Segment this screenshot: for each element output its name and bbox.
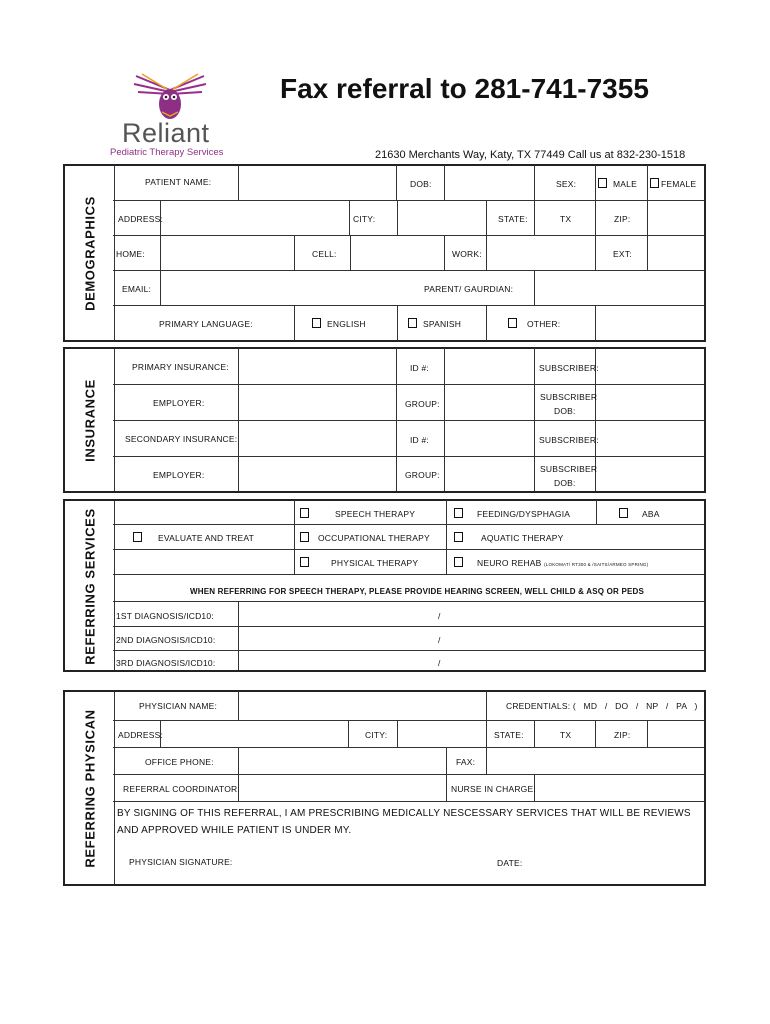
other-checkbox-icon[interactable]	[508, 318, 517, 328]
insurance-title: INSURANCE	[82, 379, 98, 462]
physician-name-label: PHYSICIAN NAME:	[139, 701, 218, 711]
page-title: Fax referral to 281-741-7355	[280, 73, 649, 104]
spanish-label: SPANISH	[423, 319, 462, 329]
subscriber-dob-label-2: DOB:	[554, 406, 576, 416]
speech-checkbox-icon[interactable]	[300, 508, 309, 518]
insurance-sidebar	[65, 349, 115, 491]
subscriber-dob-label-1: SUBSCRIBER	[540, 392, 598, 402]
brand-tagline: Pediatric Therapy Services	[110, 147, 224, 158]
male-label: MALE	[613, 179, 637, 189]
phys-zip-label: ZIP:	[614, 730, 631, 740]
address-label: ADDRESS:	[118, 214, 164, 224]
dob-field[interactable]	[445, 166, 533, 199]
id2-label: ID #:	[410, 435, 429, 445]
employer-label: EMPLOYER:	[153, 398, 205, 408]
parent-field[interactable]	[535, 271, 704, 304]
physician-sidebar	[65, 692, 115, 884]
dx3-label: 3RD DIAGNOSIS/ICD10:	[116, 658, 216, 668]
employer-field[interactable]	[239, 385, 395, 419]
work-label: WORK:	[452, 249, 482, 259]
parent-label: PARENT/ GAURDIAN:	[424, 284, 514, 294]
subscriber-dob-field[interactable]	[596, 385, 704, 419]
logo	[108, 70, 238, 162]
fax-field[interactable]	[487, 748, 704, 773]
secondary-insurance-field[interactable]	[239, 421, 395, 455]
home-label: HOME:	[116, 249, 145, 259]
other-option[interactable]	[508, 318, 560, 329]
english-checkbox-icon[interactable]	[312, 318, 321, 328]
male-option[interactable]	[598, 178, 637, 189]
brand-name: Reliant	[122, 118, 210, 148]
cell-label: CELL:	[312, 249, 337, 259]
state-label: STATE:	[498, 214, 528, 224]
id-field[interactable]	[445, 349, 533, 383]
services-title: REFERRING SERVICES	[82, 508, 98, 665]
physical-option[interactable]	[300, 557, 418, 568]
fax-label: FAX:	[456, 757, 476, 767]
phys-address-field[interactable]	[161, 721, 347, 746]
dx1-field[interactable]	[239, 602, 704, 625]
primary-language-label: PRIMARY LANGUAGE:	[159, 319, 253, 329]
work-field[interactable]	[487, 236, 594, 269]
employer2-label: EMPLOYER:	[153, 470, 205, 480]
phys-city-label: CITY:	[365, 730, 388, 740]
zip-label: ZIP:	[614, 214, 631, 224]
neuro-checkbox-icon[interactable]	[454, 557, 463, 567]
statement-line-1: BY SIGNING OF THIS REFERRAL, I AM PRESCRIBING MEDICALLY NESCESSARY SERVICES THAT WILL BE REVIEWS	[117, 808, 691, 819]
dx2-field[interactable]	[239, 627, 704, 649]
speech-label: SPEECH THERAPY	[335, 509, 416, 519]
dx1-label: 1ST DIAGNOSIS/ICD10:	[116, 611, 214, 621]
neuro-label: NEURO REHAB	[477, 558, 542, 568]
coordinator-field[interactable]	[239, 775, 445, 800]
occupational-checkbox-icon[interactable]	[300, 532, 309, 542]
subscriber2-dob-label-1: SUBSCRIBER	[540, 464, 598, 474]
statement-line-2: AND APPROVED WHILE PATIENT IS UNDER MY.	[117, 825, 352, 836]
address-field[interactable]	[161, 201, 348, 234]
demographics-sidebar	[65, 166, 115, 340]
subscriber2-dob-field[interactable]	[596, 457, 704, 491]
email-label: EMAIL:	[122, 284, 152, 294]
office-phone-label: OFFICE PHONE:	[145, 757, 214, 767]
credentials-label: CREDENTIALS: ( MD / DO / NP / PA )	[506, 701, 698, 711]
dx2-label: 2ND DIAGNOSIS/ICD10:	[116, 635, 216, 645]
office-phone-field[interactable]	[239, 748, 445, 773]
other-language-field[interactable]	[596, 306, 704, 339]
aquatic-checkbox-icon[interactable]	[454, 532, 463, 542]
group-field[interactable]	[445, 385, 533, 419]
feeding-checkbox-icon[interactable]	[454, 508, 463, 518]
feeding-label: FEEDING/DYSPHAGIA	[477, 509, 571, 519]
female-option[interactable]	[650, 178, 696, 189]
physician-name-field[interactable]	[239, 692, 485, 719]
feeding-option[interactable]	[454, 508, 570, 519]
physician-title: REFERRING PHYSICAN	[82, 709, 98, 868]
ext-label: EXT:	[613, 249, 632, 259]
subscriber-field[interactable]	[596, 349, 704, 383]
spanish-checkbox-icon[interactable]	[408, 318, 417, 328]
aba-checkbox-icon[interactable]	[619, 508, 628, 518]
subscriber2-field[interactable]	[596, 421, 704, 455]
dx1-slash: /	[438, 611, 441, 621]
aquatic-label: AQUATIC THERAPY	[481, 533, 564, 543]
ext-field[interactable]	[648, 236, 704, 269]
sex-label: SEX:	[556, 179, 577, 189]
email-field[interactable]	[161, 271, 421, 304]
physical-label: PHYSICAL THERAPY	[331, 558, 419, 568]
dx2-slash: /	[438, 635, 441, 645]
id-label: ID #:	[410, 363, 429, 373]
male-checkbox-icon[interactable]	[598, 178, 607, 188]
state-value: TX	[560, 214, 572, 224]
aquatic-option[interactable]	[454, 532, 564, 543]
zip-field[interactable]	[648, 201, 704, 234]
speech-option[interactable]	[300, 508, 415, 519]
nurse-label: NURSE IN CHARGE:	[451, 784, 536, 794]
date-field[interactable]	[530, 845, 700, 875]
aba-label: ABA	[642, 509, 660, 519]
demographics-title: DEMOGRAPHICS	[82, 196, 98, 311]
patient-name-label: PATIENT NAME:	[145, 177, 212, 187]
patient-name-field[interactable]	[239, 166, 395, 199]
neuro-option[interactable]	[454, 557, 648, 568]
speech-notice: WHEN REFERRING FOR SPEECH THERAPY, PLEASE PROVIDE HEARING SCREEN, WELL CHILD & ASQ OR PEDS	[190, 587, 645, 596]
dx3-slash: /	[438, 658, 441, 668]
female-checkbox-icon[interactable]	[650, 178, 659, 188]
subscriber2-dob-label-2: DOB:	[554, 478, 576, 488]
date-label: DATE:	[497, 858, 523, 868]
dx3-field[interactable]	[239, 651, 704, 670]
evaluate-checkbox-icon[interactable]	[133, 532, 142, 542]
phys-city-field[interactable]	[398, 721, 485, 746]
evaluate-option[interactable]	[133, 532, 254, 543]
phys-state-label: STATE:	[494, 730, 524, 740]
evaluate-label: EVALUATE AND TREAT	[158, 533, 255, 543]
employer2-field[interactable]	[239, 457, 395, 491]
signature-label: PHYSICIAN SIGNATURE:	[129, 857, 233, 867]
spanish-option[interactable]	[408, 318, 461, 329]
dob-label: DOB:	[410, 179, 432, 189]
subscriber2-label: SUBSCRIBER:	[539, 435, 599, 445]
occupational-label: OCCUPATIONAL THERAPY	[318, 533, 430, 543]
primary-insurance-label: PRIMARY INSURANCE:	[132, 362, 229, 372]
phys-zip-field[interactable]	[648, 721, 704, 746]
signature-field[interactable]	[240, 845, 480, 875]
physical-checkbox-icon[interactable]	[300, 557, 309, 567]
group-label: GROUP:	[405, 399, 440, 409]
coordinator-label: REFERRAL COORDINATOR:	[123, 784, 240, 794]
city-field[interactable]	[398, 201, 485, 234]
phys-state-value: TX	[560, 730, 572, 740]
female-label: FEMALE	[661, 179, 697, 189]
primary-insurance-field[interactable]	[239, 349, 395, 383]
neuro-note: (LOKOMAT/ RT300 & /SAITS/ARMEO SPRING)	[544, 562, 649, 567]
group2-field[interactable]	[445, 457, 533, 491]
english-option[interactable]	[312, 318, 366, 329]
other-label: OTHER:	[527, 319, 561, 329]
id2-field[interactable]	[445, 421, 533, 455]
nurse-field[interactable]	[535, 775, 704, 800]
home-field[interactable]	[161, 236, 293, 269]
services-sidebar	[65, 501, 115, 670]
group2-label: GROUP:	[405, 470, 440, 480]
owl-logo-icon	[130, 70, 210, 122]
aba-option[interactable]	[619, 508, 660, 519]
subscriber-label: SUBSCRIBER:	[539, 363, 599, 373]
secondary-insurance-label: SECONDARY INSURANCE:	[125, 434, 238, 444]
cell-field[interactable]	[351, 236, 443, 269]
english-label: ENGLISH	[327, 319, 366, 329]
phys-address-label: ADDRESS:	[118, 730, 164, 740]
address-line: 21630 Merchants Way, Katy, TX 77449 Call us at 832-230-1518	[375, 149, 686, 161]
city-label: CITY:	[353, 214, 376, 224]
occupational-option[interactable]	[300, 532, 430, 543]
